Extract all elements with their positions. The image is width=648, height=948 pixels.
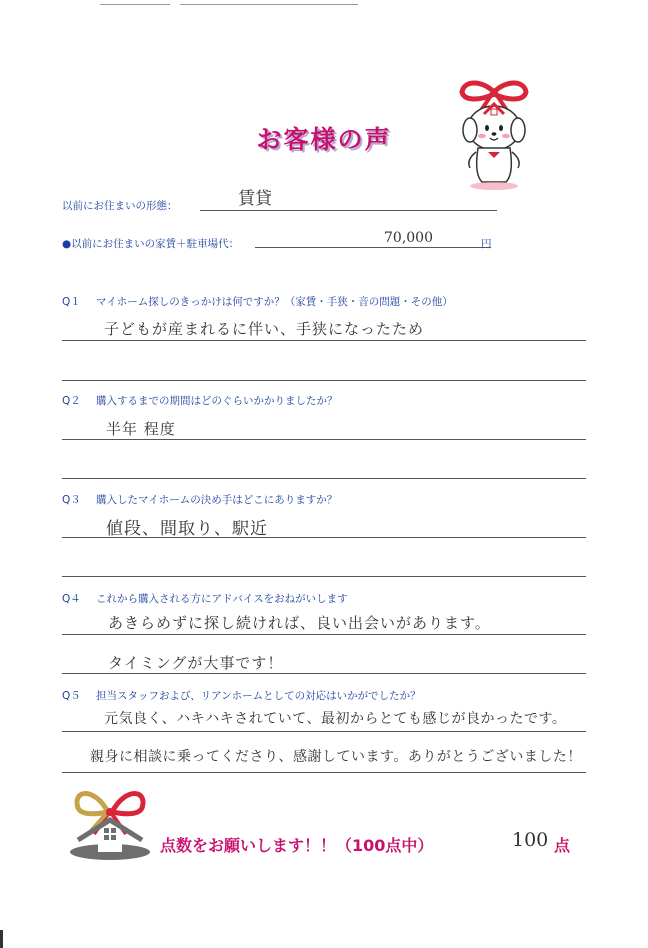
answer-5-rule-1 — [62, 731, 586, 732]
answer-2-rule-1 — [62, 439, 586, 440]
former-residence-rule — [200, 210, 497, 211]
answer-4-line-1: あきらめずに探し続ければ、良い出会いがあります。 — [108, 614, 491, 632]
answer-1-rule-2 — [62, 380, 586, 381]
score-value: 100 — [512, 829, 549, 851]
bow-house-logo — [68, 782, 154, 862]
question-2-text: 購入するまでの期間はどのぐらいかかりましたか？ — [96, 395, 338, 407]
former-rent-value: 70,000 — [384, 230, 433, 246]
question-2 — [62, 393, 338, 408]
answer-1-line-1: 子どもが産まれるに伴い、手狭になったため — [104, 320, 425, 338]
question-5-text: 担当スタッフおよび、リアンホームとしての対応はいかがでしたか？ — [96, 690, 421, 702]
question-4 — [62, 591, 348, 606]
former-rent-label: ●以前にお住まいの家賃＋駐車場代： — [62, 238, 240, 250]
answer-5-line-2: 親身に相談に乗ってくださり、感謝しています。ありがとうございました！ — [90, 749, 582, 765]
answer-5-line-1: 元気良く、ハキハキされていて、最初からとても感じが良かったです。 — [104, 711, 567, 727]
question-1-number: Q１ — [62, 296, 81, 308]
question-3-number: Q３ — [62, 494, 81, 506]
answer-4-line-2: タイミングが大事です！ — [108, 654, 284, 672]
score-unit: 点 — [554, 836, 571, 855]
page-title: お客様の声 — [256, 125, 392, 154]
answer-4-rule-1 — [62, 634, 586, 635]
answer-3-rule-2 — [62, 576, 586, 577]
top-rule-right — [180, 0, 358, 5]
answer-2-rule-2 — [62, 478, 586, 479]
answer-5-rule-2 — [62, 772, 586, 773]
question-3-text: 購入したマイホームの決め手はどこにありますか？ — [96, 494, 338, 506]
answer-3-line-1: 値段、間取り、駅近 — [106, 519, 268, 539]
former-rent-unit: 円 — [481, 238, 492, 250]
question-3 — [62, 492, 337, 507]
question-4-number: Q４ — [62, 593, 81, 605]
mascot-illustration — [452, 78, 536, 194]
answer-1-rule-1 — [62, 340, 586, 341]
question-5-number: Q５ — [62, 690, 81, 702]
answer-3-rule-1 — [62, 537, 586, 538]
former-rent-rule — [255, 247, 491, 248]
question-1 — [62, 294, 453, 309]
question-4-text: これから購入される方にアドバイスをおねがいします — [96, 593, 348, 605]
answer-4-rule-2 — [62, 673, 586, 674]
top-rule-left — [100, 0, 170, 5]
answer-2-line-1: 半年 程度 — [106, 420, 176, 438]
former-residence-value: 賃貸 — [238, 189, 272, 209]
question-2-number: Q２ — [62, 395, 81, 407]
question-1-text: マイホーム探しのきっかけは何ですか？（家賃・手狭・音の問題・その他） — [96, 296, 453, 308]
edge-mark — [0, 930, 3, 948]
score-prompt: 点数をお願いします！！（100点中） — [160, 836, 434, 855]
question-5 — [62, 688, 421, 703]
former-residence-label: 以前にお住まいの形態： — [62, 200, 178, 212]
